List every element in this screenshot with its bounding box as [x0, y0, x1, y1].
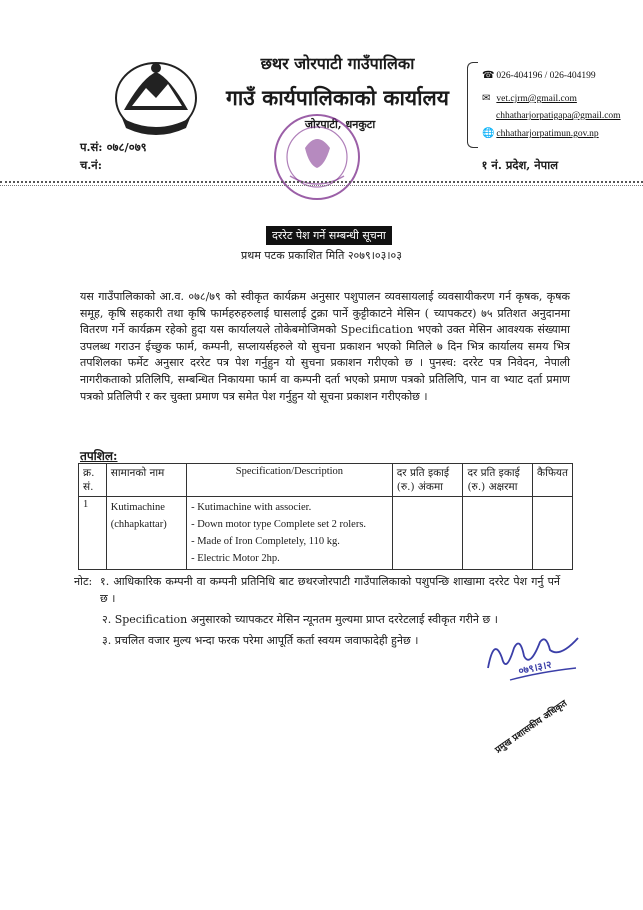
globe-icon: 🌐: [482, 128, 495, 139]
notice-title: दररेट पेश गर्ने सम्बन्धी सूचना: [266, 226, 392, 245]
row-remarks: [533, 497, 573, 570]
dispatch-number: [80, 158, 102, 173]
col-item-name: सामानको नाम: [106, 464, 186, 497]
office-stamp-icon: [270, 110, 365, 205]
province-name: १ नं. प्रदेश, नेपाल: [481, 158, 558, 172]
contact-email: [482, 93, 577, 104]
website-link[interactable]: chhatharjorpatimun.gov.np: [496, 129, 599, 139]
row-rate-words: [463, 497, 533, 570]
contact-website: [482, 128, 599, 139]
letter-number-label: प.सं:: [80, 140, 103, 154]
email-primary[interactable]: vet.cjrm@gmail.com: [496, 94, 577, 104]
signature-date: ०७९।३।२: [517, 659, 553, 678]
header-divider-secondary: [0, 185, 643, 186]
note-text: ३. प्रचलित वजार मुल्य भन्दा फरक परेमा आपूर्ति कर्ता स्वयम जवाफादेही हुनेछ ।: [102, 634, 419, 647]
dispatch-number-label: च.नं:: [80, 158, 102, 172]
notes-label: नोट:: [74, 575, 93, 588]
specification-table: [78, 463, 573, 570]
table-row: [79, 497, 573, 570]
municipality-name: छथर जोरपाटी गाउँपालिका: [260, 54, 415, 73]
header-divider: [0, 181, 643, 183]
email-secondary[interactable]: chhatharjorpatigapa@gmail.com: [496, 111, 621, 121]
nepal-emblem-icon: [112, 58, 200, 136]
letter-number-value: ०७८/०७९: [106, 140, 147, 154]
row-specification: [187, 497, 393, 570]
note-item: [74, 611, 594, 628]
office-name: गाउँ कार्यपालिकाको कार्यालय: [226, 85, 449, 110]
contact-phone: [482, 70, 596, 81]
col-remarks: कैफियत: [533, 464, 573, 497]
contact-email-secondary: [496, 111, 621, 121]
phone-number: 026-404196 / 026-404199: [496, 71, 596, 81]
note-text: २. Specification अनुसारको च्यापकटर मेसिन न्यूनतम मुल्यमा प्राप्त दररेटलाई स्वीकृत गरीने छ ।: [102, 613, 498, 626]
notice-body: यस गाउँपालिकाको आ.व. ०७८/७९ को स्वीकृत कार्यक्रम अनुसार पशुपालन व्यवसायलाई व्यवसायीकरण गर्न कृषक, कृषक समूह, कृषि सहकारी तथा कृषि फार्महरुहरुलाई घासलाई टुक्रा पार्ने कुट्टीकाटने मेसिन ( च्यापकटर) ७५ प्रतिशत अनुदानमा वितरण गर्ने कार्यक्रम रहेको हुदा यस कार्यालयले तोकेबमोजिमको Specification भएको उक्त मेसिन आवश्यक संख्यामा उपलब्ध गराउन ईच्छुक फार्म, कम्पनी, सप्लायर्सहरुले यो सुचना प्रकाशन भएको मितिले ७ दिन भित्र कार्यालय समय भित्र तपशिलका फर्मेट अनुसार दररेट पत्र पेश गर्नुहुन यो सुचना प्रकाशन गरीएको छ । पुनस्च: दररेट पत्र निवेदन, नेपाली नागरीकताको प्रतिलिपि, सम्बन्धित निकायमा फार्म वा कम्पनी दर्ता भएको प्रमाण पत्रको प्रतिलिपि, पान वा भ्याट दर्ता प्रमाण पत्रको प्रतिलिपी र कर चुक्ता प्रमाण पत्र समेत पेश गर्नुहुन यो सूचना प्रकाशन गरीएकोछ ।: [80, 290, 570, 403]
col-serial: क्र. सं.: [79, 464, 107, 497]
letter-number: [80, 140, 147, 155]
signatory-designation: प्रमुख प्रशासकीय अधिकृत: [493, 698, 570, 756]
col-rate-figure: दर प्रति इकाई (रु.) अंकमा: [392, 464, 463, 497]
row-item-name: Kutimachine (chhapkattar): [106, 497, 186, 570]
notice-published-date: प्रथम पटक प्रकाशित मिति २०७९।०३।०३: [241, 249, 402, 262]
contact-bracket: [467, 62, 478, 148]
spec-line: - Down motor type Complete set 2 rolers.: [191, 519, 367, 530]
spec-line: - Electric Motor 2hp.: [191, 553, 280, 564]
row-serial: 1: [79, 497, 107, 570]
spec-line: - Made of Iron Completely, 110 kg.: [191, 536, 340, 547]
office-location: जोरपाटी, धनकुटा: [304, 118, 376, 131]
spec-line: - Kutimachine with associer.: [191, 502, 312, 513]
note-text: १. आधिकारिक कम्पनी वा कम्पनी प्रतिनिधि बाट छथरजोरपाटी गाउँपालिकाको पशुपन्छि शाखामा दररेट पेश गर्नु पर्ने छ ।: [100, 575, 560, 605]
schedule-label: तपशिल:: [80, 449, 118, 463]
note-item: [74, 573, 594, 607]
table-header-row: [79, 464, 573, 497]
phone-icon: ☎: [482, 70, 495, 81]
col-specification: Specification/Description: [187, 464, 393, 497]
row-rate-figure: [392, 497, 463, 570]
mail-icon: ✉: [482, 93, 491, 104]
col-rate-words: दर प्रति इकाई (रु.) अक्षरमा: [463, 464, 533, 497]
